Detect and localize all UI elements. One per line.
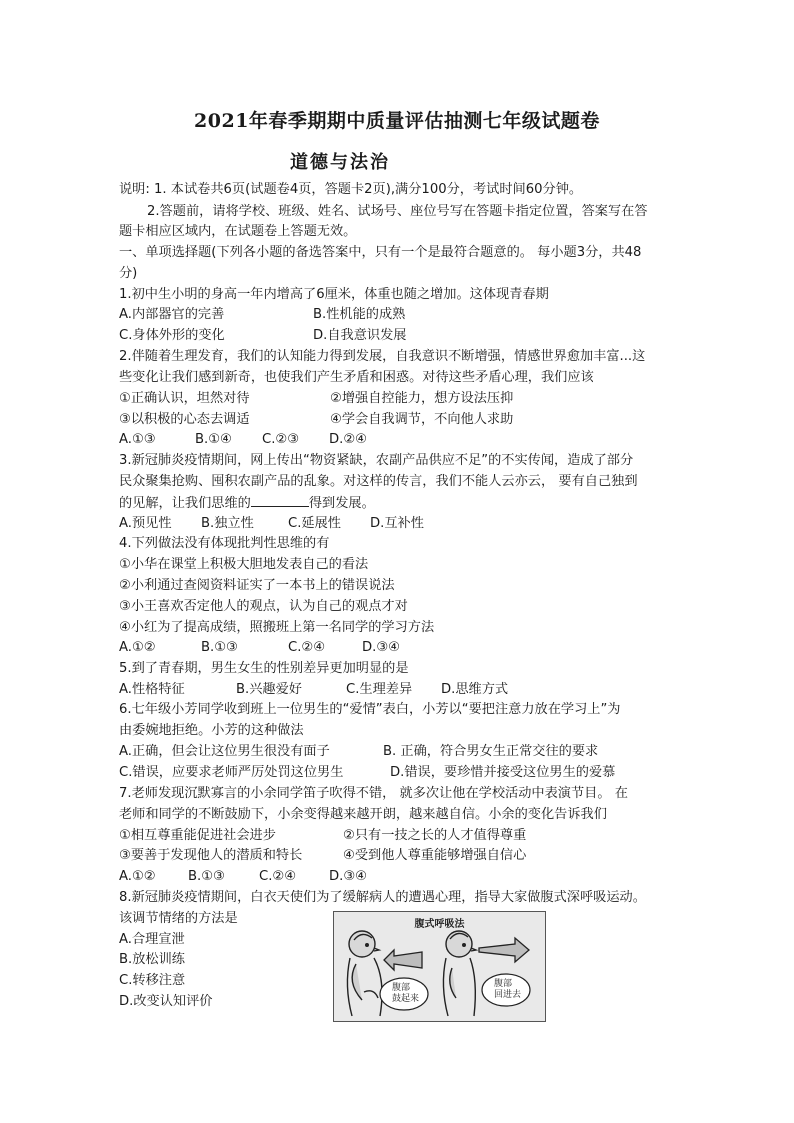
question-2-statement-1: ①正确认识，坦然对待	[119, 391, 250, 406]
question-3-option-d: D.互补性	[370, 516, 424, 531]
question-7-statement-4: ④受到他人尊重能够增强自信心	[343, 848, 527, 863]
question-2-statement-3: ③以积极的心态去调适	[119, 412, 250, 427]
question-8-option-a: A.合理宣泄	[119, 932, 185, 947]
question-4-statement-4: ④小红为了提高成绩，照搬班上第一名同学的学习方法	[119, 620, 435, 635]
question-4-option-d: D.③④	[362, 640, 400, 655]
question-2-option-a: A.①③	[119, 432, 156, 447]
question-2-stem-cont: 些变化让我们感到新奇，也使我们产生矛盾和困惑。对待这些矛盾心理，我们应该	[119, 370, 594, 385]
question-6-option-d: D.错误，要珍惜并接受这位男生的爱慕	[390, 765, 616, 780]
instructions-line-3: 题卡相应区域内，在试题卷上答题无效。	[119, 224, 357, 239]
question-5-option-b: B.兴趣爱好	[236, 682, 302, 697]
question-5-option-d: D.思维方式	[441, 682, 509, 697]
question-7-statement-3: ③要善于发现他人的潜质和特长	[119, 848, 303, 863]
question-3-stem-cont: 民众聚集抢购、囤积农副产品的乱象。对这样的传言，我们不能人云亦云， 要有自己独到	[119, 474, 638, 489]
question-3-stem-part-b: 得到发展。	[308, 496, 375, 511]
question-6-option-b: B. 正确，符合男女生正常交往的要求	[383, 744, 599, 759]
question-7-option-b: B.①③	[188, 869, 225, 884]
question-4-option-c: C.②④	[288, 640, 326, 655]
question-7-option-c: C.②④	[259, 869, 297, 884]
right-bubble-text: 腹部 回进去	[494, 979, 522, 1000]
section-heading-cont: 分)	[119, 266, 138, 281]
question-3-stem-part-a: 的见解，让我们思维的	[119, 496, 251, 511]
question-5-option-c: C.生理差异	[346, 682, 413, 697]
question-1-stem: 1.初中生小明的身高一年内增高了6厘米，体重也随之增加。这体现青春期	[119, 287, 549, 302]
question-7-statement-2: ②只有一技之长的人才值得尊重	[343, 828, 527, 843]
question-6-stem: 6.七年级小芳同学收到班上一位男生的“爱情”表白，小芳以“要把注意力放在学习上”为	[119, 702, 621, 717]
question-8-option-b: B.放松训练	[119, 952, 185, 967]
question-4-statement-3: ③小王喜欢否定他人的观点，认为自己的观点才对	[119, 599, 408, 614]
question-2-statement-4: ④学会自我调节，不向他人求助	[330, 412, 514, 427]
question-7-option-d: D.③④	[329, 869, 367, 884]
question-5-stem: 5.到了青春期，男生女生的性别差异更加明显的是	[119, 661, 409, 676]
question-8-stem: 8.新冠肺炎疫情期间，白衣天使们为了缓解病人的遭遇心理，指导大家做腹式深呼吸运动。	[119, 890, 646, 905]
question-6-option-c: C.错误，应要求老师严厉处罚这位男生	[119, 765, 344, 780]
exam-title: 2021年春季期期中质量评估抽测七年级试题卷	[194, 110, 600, 132]
breathing-illustration	[333, 911, 546, 1022]
question-2-stem: 2.伴随着生理发育，我们的认知能力得到发展，自我意识不断增强，情感世界愈加丰富...这	[119, 349, 646, 364]
question-1-option-b: B.性机能的成熟	[313, 307, 406, 322]
question-7-option-a: A.①②	[119, 869, 156, 884]
question-4-option-b: B.①③	[201, 640, 238, 655]
answer-blank	[251, 494, 309, 507]
question-3-option-c: C.延展性	[288, 516, 341, 531]
question-8-stem-cont: 该调节情绪的方法是	[119, 911, 238, 926]
question-2-option-c: C.②③	[262, 432, 300, 447]
question-6-stem-cont: 由委婉地拒绝。小芳的这种做法	[119, 723, 304, 738]
breathing-drawing	[334, 912, 545, 1021]
instructions-line-1: 说明: 1. 本试卷共6页(试题卷4页，答题卡2页),满分100分，考试时间60分钟。	[119, 182, 583, 197]
figure-caption: 腹式呼吸法	[414, 919, 465, 930]
question-2-statement-2: ②增强自控能力，想方设法压抑	[330, 391, 514, 406]
subject-title: 道德与法治	[290, 152, 390, 173]
question-3-stem: 3.新冠肺炎疫情期间，网上传出“物资紧缺，农副产品供应不足”的不实传闻，造成了部分	[119, 453, 634, 468]
question-6-option-a: A.正确，但会让这位男生很没有面子	[119, 744, 330, 759]
question-4-statement-2: ②小利通过查阅资料证实了一本书上的错误说法	[119, 578, 395, 593]
question-7-stem-cont: 老师和同学的不断鼓励下，小余变得越来越开朗，越来越自信。小余的变化告诉我们	[119, 807, 607, 822]
left-bubble-text: 腹部 鼓起来	[392, 983, 420, 1004]
section-heading: 一、单项选择题(下列各小题的备选答案中，只有一个是最符合题意的。 每小题3分，共48	[119, 245, 642, 260]
question-1-option-a: A.内部器官的完善	[119, 307, 225, 322]
instructions-line-2: 2.答题前，请将学校、班级、姓名、试场号、座位号写在答题卡指定位置，答案写在答	[147, 204, 648, 219]
question-5-option-a: A.性格特征	[119, 682, 185, 697]
question-2-option-d: D.②④	[329, 432, 367, 447]
question-3-stem-blank-line	[119, 494, 375, 513]
question-8-option-d: D.改变认知评价	[119, 994, 213, 1009]
question-1-option-c: C.身体外形的变化	[119, 328, 225, 343]
question-1-option-d: D.自我意识发展	[313, 328, 407, 343]
question-8-option-c: C.转移注意	[119, 973, 186, 988]
question-3-option-b: B.独立性	[201, 516, 254, 531]
question-4-stem: 4.下列做法没有体现批判性思维的有	[119, 536, 330, 551]
question-2-option-b: B.①④	[195, 432, 232, 447]
question-3-option-a: A.预见性	[119, 516, 172, 531]
question-7-statement-1: ①相互尊重能促进社会进步	[119, 828, 276, 843]
question-4-statement-1: ①小华在课堂上积极大胆地发表自己的看法	[119, 557, 369, 572]
question-7-stem: 7.老师发现沉默寡言的小余同学笛子吹得不错， 就多次让他在学校活动中表演节目。 在	[119, 786, 628, 801]
question-4-option-a: A.①②	[119, 640, 156, 655]
